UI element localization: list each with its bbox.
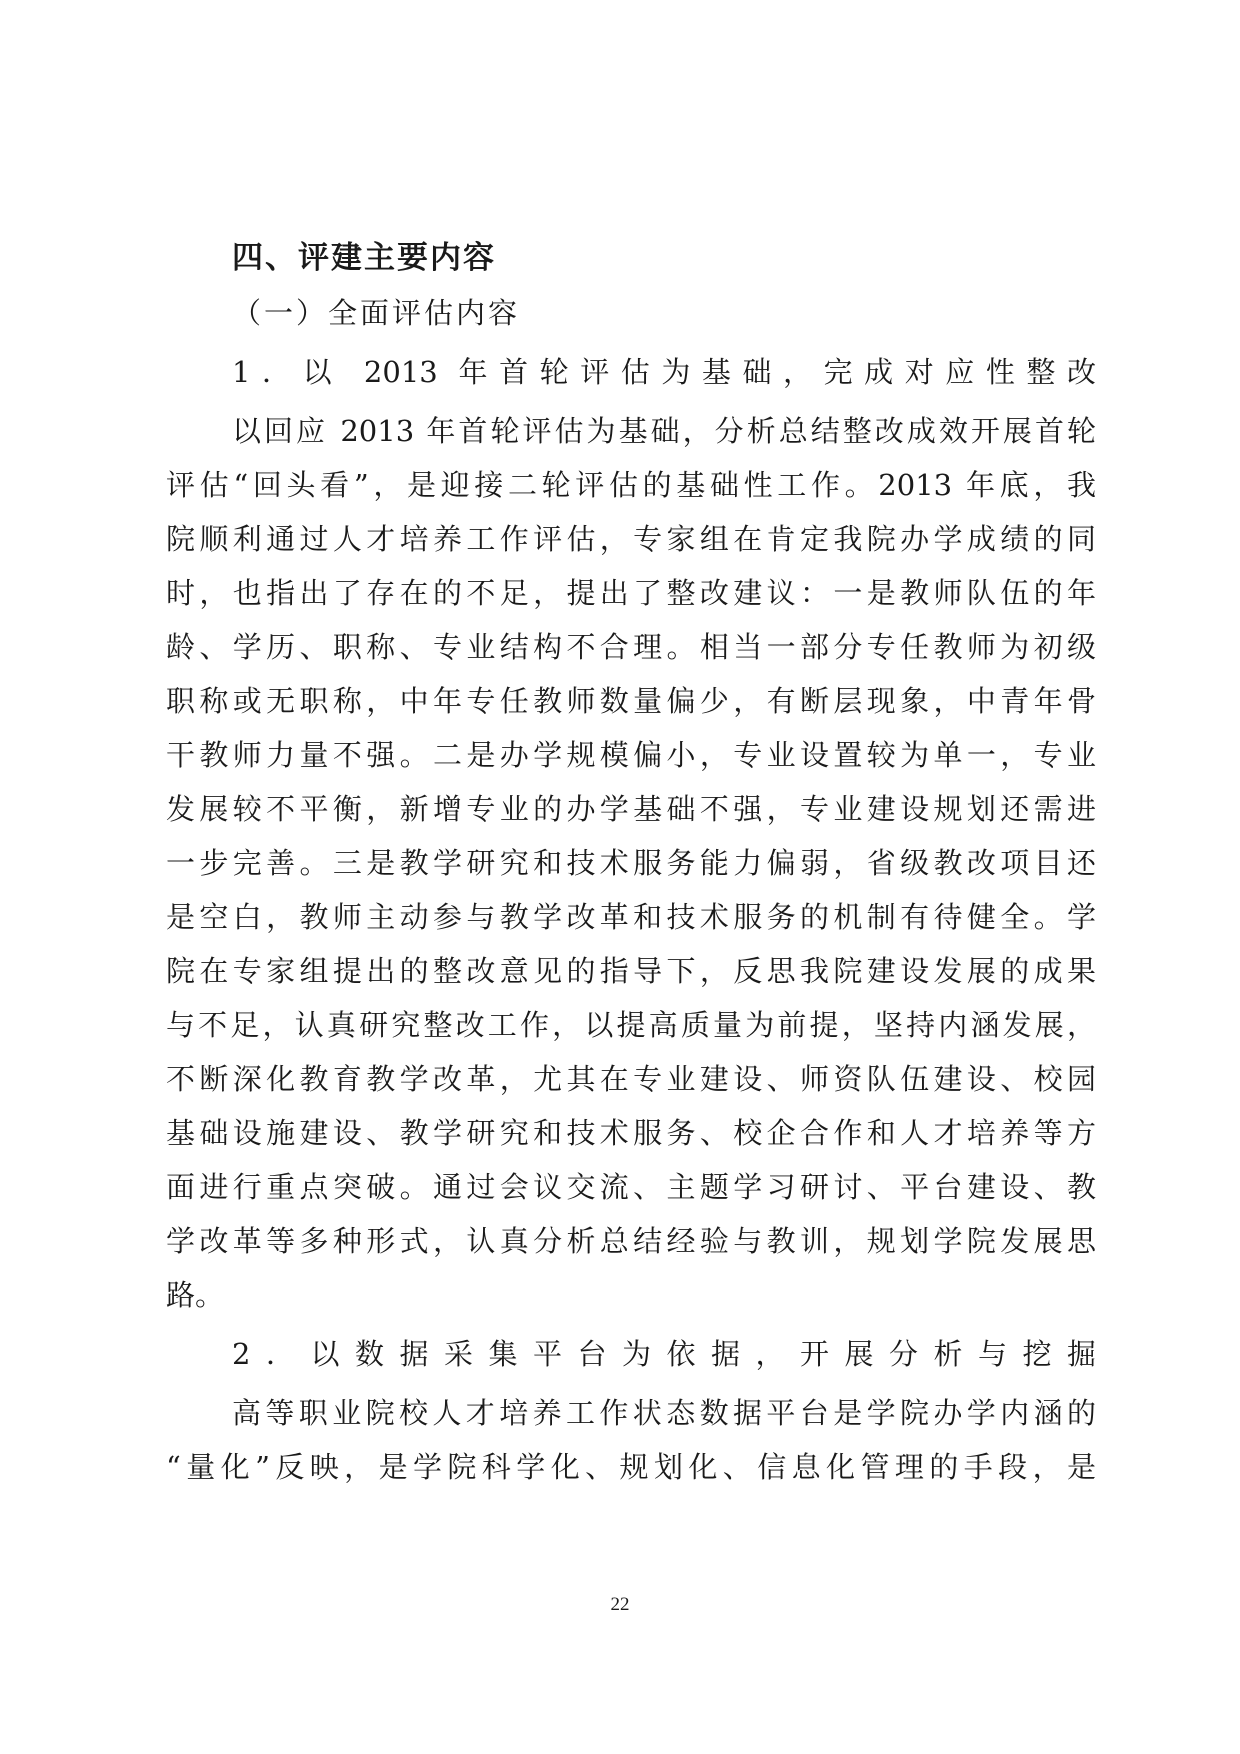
item-2-title: 2．以数据采集平台为依据，开展分析与挖掘 <box>232 1337 1096 1371</box>
paragraph-2-line: “量化”反映，是学院科学化、规划化、信息化管理的手段，是 <box>166 1450 1096 1484</box>
paragraph-1-line: 是空白，教师主动参与教学改革和技术服务的机制有待健全。学 <box>166 900 1096 934</box>
paragraph-1-line: 不断深化教育教学改革，尤其在专业建设、师资队伍建设、校园 <box>166 1062 1096 1096</box>
paragraph-1-line: 发展较不平衡，新增专业的办学基础不强，专业建设规划还需进 <box>166 792 1096 826</box>
paragraph-1-line: 面进行重点突破。通过会议交流、主题学习研讨、平台建设、教 <box>166 1170 1096 1204</box>
paragraph-1-line: 基础设施建设、教学研究和技术服务、校企合作和人才培养等方 <box>166 1116 1096 1150</box>
paragraph-1-line: 与不足，认真研究整改工作，以提高质量为前提，坚持内涵发展， <box>166 1008 1096 1042</box>
paragraph-1-line: 路。 <box>166 1278 225 1312</box>
paragraph-2-line: 高等职业院校人才培养工作状态数据平台是学院办学内涵的 <box>232 1396 1096 1430</box>
paragraph-1-line: 院在专家组提出的整改意见的指导下，反思我院建设发展的成果 <box>166 954 1096 988</box>
paragraph-1-line: 时，也指出了存在的不足，提出了整改建议：一是教师队伍的年 <box>166 576 1096 610</box>
page-number: 22 <box>610 1594 630 1615</box>
paragraph-1-line: 职称或无职称，中年专任教师数量偏少，有断层现象，中青年骨 <box>166 684 1096 718</box>
subsection-heading: （一）全面评估内容 <box>232 296 521 330</box>
paragraph-1-line: 一步完善。三是教学研究和技术服务能力偏弱，省级教改项目还 <box>166 846 1096 880</box>
paragraph-1-line: 评估“回头看”，是迎接二轮评估的基础性工作。2013 年底，我 <box>166 468 1096 502</box>
paragraph-1-line: 院顺利通过人才培养工作评估，专家组在肯定我院办学成绩的同 <box>166 522 1096 556</box>
paragraph-1-line: 龄、学历、职称、专业结构不合理。相当一部分专任教师为初级 <box>166 630 1096 664</box>
paragraph-1-line: 以回应 2013 年首轮评估为基础，分析总结整改成效开展首轮 <box>232 414 1096 448</box>
section-heading: 四、评建主要内容 <box>232 240 496 276</box>
paragraph-1-line: 学改革等多种形式，认真分析总结经验与教训，规划学院发展思 <box>166 1224 1096 1258</box>
paragraph-1-line: 干教师力量不强。二是办学规模偏小，专业设置较为单一，专业 <box>166 738 1096 772</box>
item-1-title: 1．以 2013 年首轮评估为基础，完成对应性整改 <box>232 355 1096 389</box>
